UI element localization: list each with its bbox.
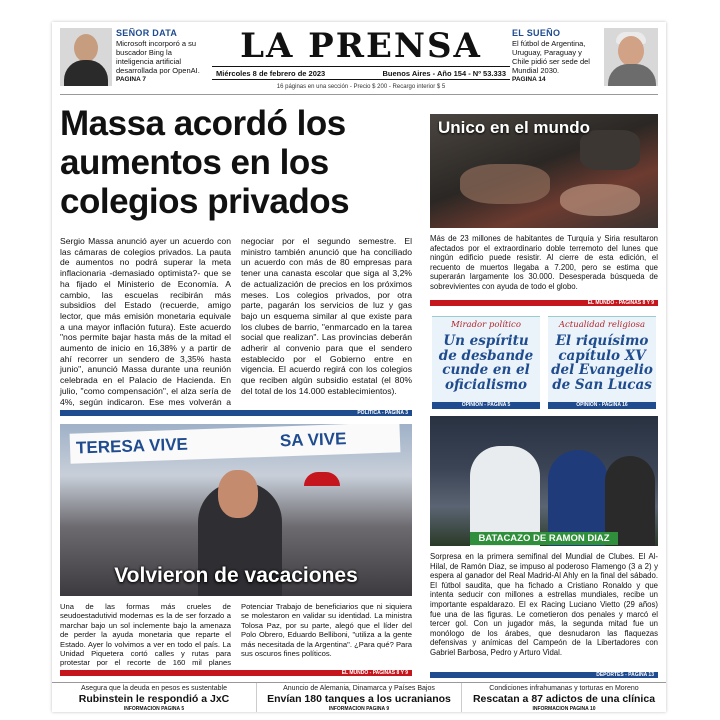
lead-body-text: Sergio Massa anunció ayer un acuerdo con las cámaras de colegios privados. La pauta de aumentos no podrá superar la meta inflacionaria -demasiado optimista?- que se ha fijado el Ministerio de Economía. A cambio, las escuelas recibirán más subsidios del Estado (recuerde, amigo lector, que más emisión monetaria equivale a una mayor inflación futura). Este acuerdo "nos permite bajar hasta más de la mitad el aumento de inicio en 16,38% y a partir de ahí recorrer un sendero de 3,35% hasta junio", anunció Massa durante una reunión celebrada en el Palacio de Hacienda. En julio, "como compensación", el alza sería de 4%, según indicaron. Ese mes volverán a negociar por el segundo semestre. El ministro también anunció que ha conciliado un acuerdo con más de 80 empresas para tener una canasta escolar que siga al 3,2% de actualización de precios en los próximos meses. Los colegios privados, por otra parte, pagarán los servicios de luz y gas bajo un esquema similar al que existe para los clubes de barrio, "enmarcado en la tarea social que realizan". Las provincias deberán adherir al convenio para que el sendero establecido por el Gobierno entre en vigencia. El acuerdo regirá con los colegios que reciben algún subsidio estatal (el 80% del total de los 14.000 establecimientos). <box>60 236 412 407</box>
opinion-box-1[interactable] <box>432 316 540 409</box>
football-photo[interactable] <box>430 416 658 546</box>
protest-photo[interactable] <box>60 424 412 596</box>
newspaper-front-page <box>52 22 666 712</box>
opinion-2-title: El riquísimo capítulo XV del Evangelio de San Lucas <box>551 333 653 393</box>
opinion-box-2[interactable] <box>548 316 656 409</box>
quake-photo[interactable] <box>430 114 658 228</box>
quake-text: Más de 23 millones de habitantes de Turquía y Siria resultaron afectados por el extraordinario doble terremoto del lunes que ningún edificio puede resistir. Al cierre de esta edición, el recuento de muertos llegaba a 7.200, pero se estima que superarán largamente los 30.000. Desesperada búsqueda de sobrevivientes con ayuda de todo el globo. <box>430 234 658 291</box>
ear-left[interactable] <box>60 28 200 86</box>
ear-left-photo <box>60 28 112 86</box>
ear-right-head: EL SUEÑO <box>512 28 561 38</box>
footer-2-title: Envían 180 tanques a los ucranianos <box>267 693 451 705</box>
footer-teasers <box>52 682 666 712</box>
masthead-divider <box>60 94 658 95</box>
ear-right-page: PAGINA 14 <box>512 76 546 83</box>
ear-left-page: PAGINA 7 <box>116 76 146 83</box>
opinion-1-kicker: Mirador político <box>451 320 521 330</box>
opinion-1-title: Un espíritu de desbande cunde en el oficialismo <box>438 333 534 393</box>
banner-right-text: SA VIVE <box>279 429 347 451</box>
opinion-2-kicker: Actualidad religiosa <box>558 320 646 330</box>
newspaper-logo: LA PRENSA <box>240 26 482 66</box>
date: Miércoles 8 de febrero de 2023 <box>216 68 326 78</box>
lead-section-bar[interactable]: POLITICA - PAGINA 3 <box>60 410 412 416</box>
opinion-2-page: OPINION - PAGINA 16 <box>548 402 656 409</box>
edition: Buenos Aires - Año 154 - Nº 53.333 <box>382 68 506 78</box>
ear-right-text: El fútbol de Argentina, Uruguay, Paraguay y Chile pidió ser sede del Mundial 2030. <box>512 39 590 75</box>
lead-headline[interactable]: Massa acordó los aumentos en los colegios privados <box>60 104 350 221</box>
footer-1-kicker: Asegura que la deuda en pesos es sustentable <box>81 685 227 692</box>
quake-section-bar[interactable]: EL MUNDO - PAGINAS 8 Y 9 <box>430 300 658 306</box>
football-text: Sorpresa en la primera semifinal del Mundial de Clubes. El Al-Hilal, de Ramón Díaz, se impuso al poderoso Flamengo (3 a 2) y espera al ganador del Real Madrid-Al Ahly en la final del sábado. El fútbol saudita, que ha fichado a Cristiano Ronaldo y que intenta seducir con millones a estrellas mundiales, recibe un importante espaldarazo. El ex Racing Luciano Vietto (29 años) fue una de las figuras. Le cometieron dos penales y marcó el tercer gol. Con un jugador más, la segunda mitad fue un monólogo de los árabes, que desnudaron las flaquezas defensivas y anímicas del Campeón de la Libertadores con Gabriel Barbosa, Pedro y Arturo Vidal. <box>430 552 658 657</box>
ear-right[interactable] <box>512 28 658 86</box>
footer-teaser-3[interactable] <box>462 683 666 712</box>
footer-2-page: INFORMACION PAGINA 9 <box>328 706 390 712</box>
ear-left-text: Microsoft incorporó a su buscador Bing la inteligencia artificial desarrollada por OpenAI. <box>116 39 200 75</box>
football-label-wrap <box>430 528 658 542</box>
football-label: BATACAZO DE RAMON DIAZ <box>470 532 617 545</box>
footer-teaser-1[interactable] <box>52 683 257 712</box>
footer-3-title: Rescatan a 87 adictos de una clínica <box>472 693 656 705</box>
ear-left-head: SEÑOR DATA <box>116 28 178 38</box>
protest-caption: Volvieron de vacaciones <box>114 564 358 587</box>
ear-right-photo <box>604 28 658 86</box>
lead-body <box>60 236 412 407</box>
protest-banner <box>70 424 401 464</box>
banner-left-text: TERESA VIVE <box>75 434 189 458</box>
priceline: 16 páginas en una sección - Precio $ 200 - Recargo interior $ 5 <box>276 84 446 90</box>
dateline <box>212 66 510 80</box>
footer-teaser-2[interactable] <box>257 683 462 712</box>
protest-section-bar[interactable]: EL MUNDO - PAGINAS 8 Y 9 <box>60 670 412 676</box>
footer-3-page: INFORMACION PAGINA 10 <box>532 706 596 712</box>
quake-label: Unico en el mundo <box>438 118 591 137</box>
footer-3-kicker: Condiciones infrahumanas y torturas en Moreno <box>489 685 639 692</box>
protest-text: Una de las formas más crueles de seudoestadutivid modernas es la de ser forzado a marchar bajo un sol inclemente bajo la amenaza de perder la ayuda monetaria que reparte el Estado. Ayer lo volvimos a ver en todo el país. La Unidad Piquetera cortó calles y rutas para protestar por el recorte de 160 mil planes Potenciar Trabajo de beneficiarios que ni siquiera se molestaron en validar su identidad. La ministra Tolosa Paz, por su parte, alegó que el líder del Polo Obrero, Eduardo Belliboni, "utiliza a la gente más necesitada de la Argentina". ¿Para qué? Para sus oscuros fines políticos. <box>60 602 412 668</box>
football-section-bar[interactable]: DEPORTES - PAGINA 13 <box>430 672 658 678</box>
opinion-1-page: OPINION - PAGINA 5 <box>432 402 540 409</box>
footer-2-kicker: Anuncio de Alemania, Dinamarca y Países Bajos <box>283 685 435 692</box>
footer-1-page: INFORMACION PAGINA 5 <box>123 706 185 712</box>
footer-1-title: Rubinstein le respondió a JxC <box>78 693 230 705</box>
